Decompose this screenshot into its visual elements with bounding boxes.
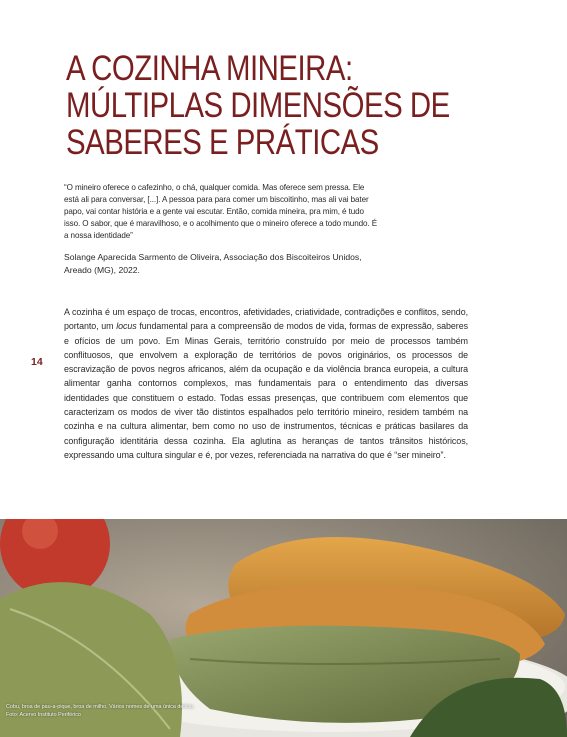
photo-caption: Cobu, broa de pau-a-pique, broa de milho. Vários nomes de uma única delícia. Foto: Acervo Instituto Periférico bbox=[6, 704, 195, 718]
chapter-title-line-3: SABERES E PRÁTICAS bbox=[66, 123, 379, 162]
chapter-title-line-2: MÚLTIPLAS DIMENSÕES DE bbox=[66, 86, 450, 125]
page-number: 14 bbox=[31, 356, 43, 368]
food-photo bbox=[0, 519, 567, 737]
body-text-part-1: A cozinha é um espaço de trocas, encontros, afetividades, criatividade, contradições e conflitos, sendo, portanto, um bbox=[64, 307, 468, 332]
epigraph-quote: “O mineiro oferece o cafezinho, o chá, qualquer comida. Mas oferece sem pressa. Ele está ali para conversar, [...]. A pessoa para para comer um biscoitinho, mas ali vai bater papo, vai contar história e a gente vai escutar. Então, comida mineira, pra mim, é tudo isso. O sabor, que é maravilhoso, e o acolhimento que o mineiro oferece a todo mundo. É a nossa identidade” bbox=[64, 183, 377, 240]
body-text-part-2: fundamental para a compreensão de modos de vida, formas de expressão, saberes e ofícios de um povo. Em Minas Gerais, território construído por meio de processos também conflituosos, que envolvem a exploração de territórios de povos originários, os processos de escravização de povos negros africanos, além da ocupação e da violência branca europeia, a cultura alimentar ganha contornos complexos, mas fundamentais para o entendimento das diversas identidades que constituem o estado. Todas essas presenças, que contribuem com elementos que caracterizam os modos de viver tão distintos espalhados pelo território mineiro, residem também na cozinha e na cultura alimentar, bem como no uso de instrumentos, técnicas e práticas basilares da configuração identitária dessa cozinha. Ela aglutina as heranças de tantos trânsitos históricos, expressando uma cultura singular e é, por vezes, referenciada na narrativa do que é “ser mineiro”. bbox=[64, 321, 468, 460]
epigraph-attribution: Solange Aparecida Sarmento de Oliveira, Associação dos Biscoiteiros Unidos, Areado (MG), 2022. bbox=[64, 252, 362, 275]
chapter-title bbox=[66, 49, 450, 162]
body-paragraph bbox=[64, 305, 468, 462]
chapter-title-line-1: A COZINHA MINEIRA: bbox=[66, 49, 353, 88]
body-italic-term: locus bbox=[116, 321, 137, 332]
